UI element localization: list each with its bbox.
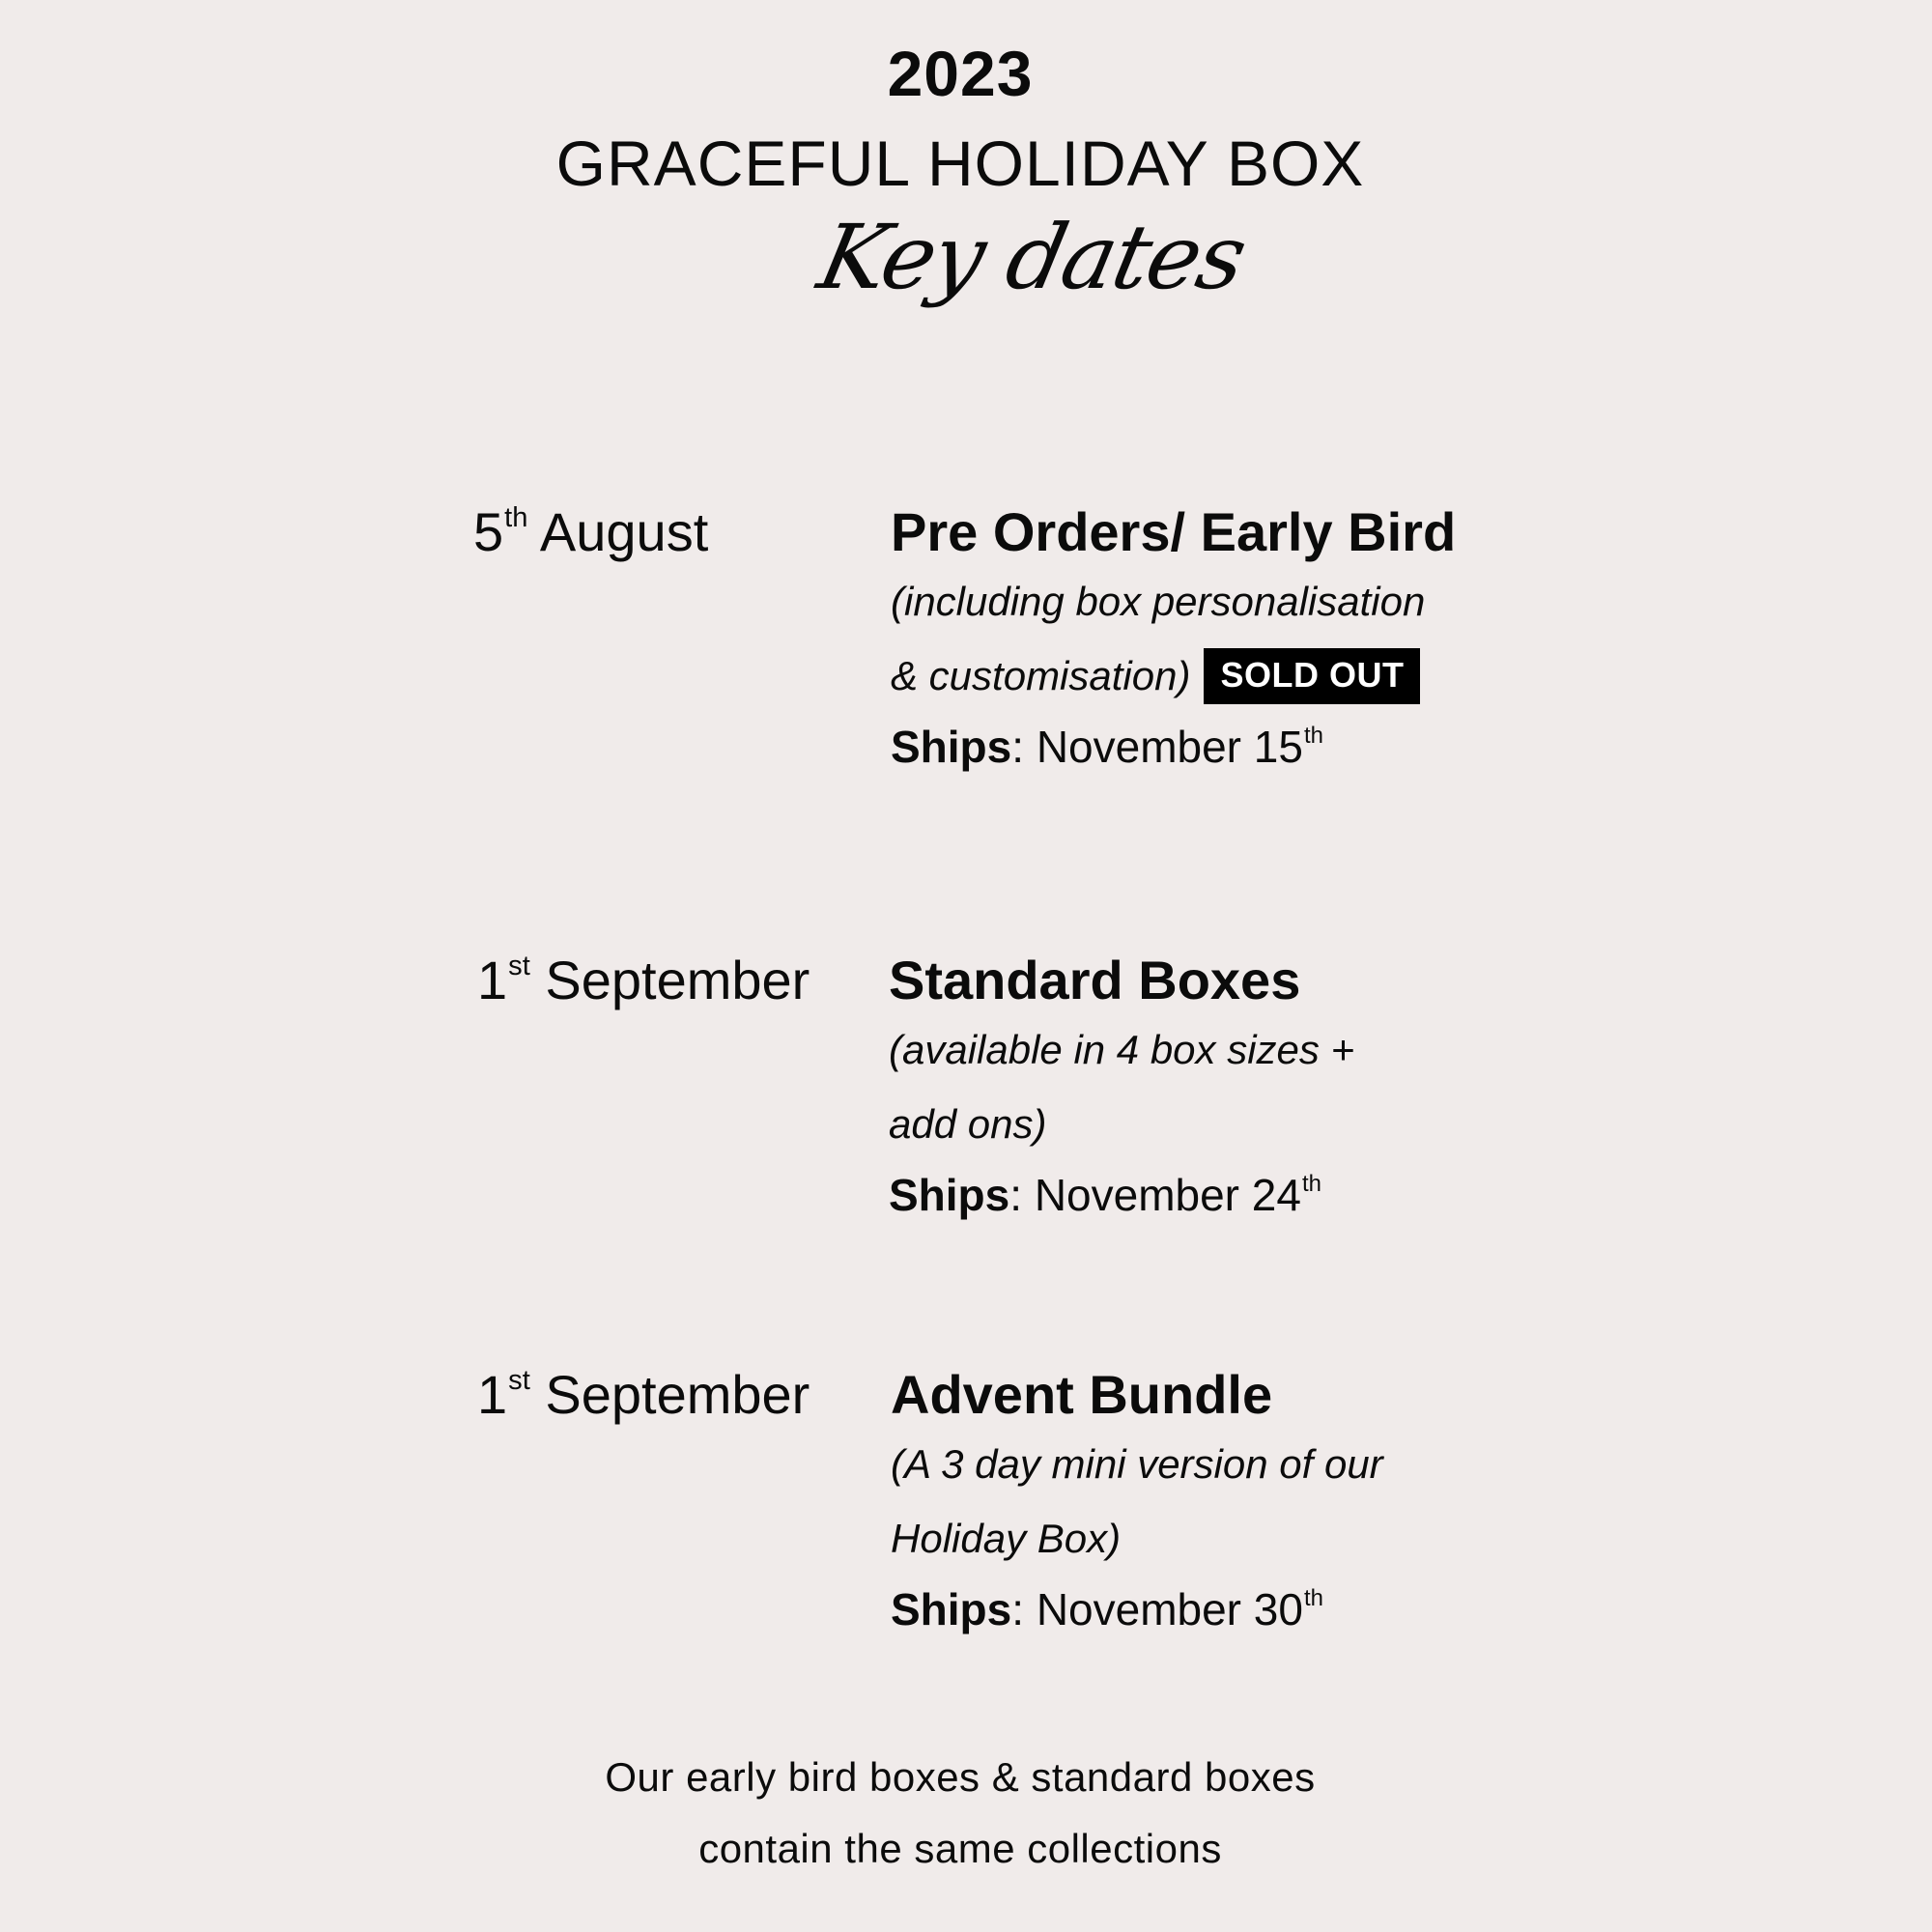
date-month: September (545, 950, 810, 1010)
description-line (891, 639, 1456, 713)
entry-advent-bundle (891, 1363, 1383, 1643)
year-heading: 2023 (887, 38, 1034, 109)
date-month: August (539, 501, 709, 562)
entry-title: Advent Bundle (891, 1364, 1273, 1425)
entry-title: Pre Orders/ Early Bird (891, 501, 1457, 562)
sold-out-badge: SOLD OUT (1204, 648, 1420, 704)
footer-line: contain the same collections (698, 1826, 1222, 1871)
ships-date-suffix: th (1301, 1170, 1321, 1197)
ships-date: November 30 (1036, 1584, 1303, 1634)
ships-date-suffix: th (1303, 1584, 1323, 1611)
date-day: 1 (477, 1364, 508, 1425)
date-suffix: th (504, 502, 528, 534)
entry-date (477, 1363, 810, 1427)
date-month: September (545, 1364, 810, 1425)
ships-date: November 15 (1036, 722, 1303, 772)
entry-description (891, 1427, 1383, 1576)
date-suffix: st (508, 951, 530, 982)
description-line-text: & customisation) (891, 653, 1191, 698)
page-title: GRACEFUL HOLIDAY BOX (555, 128, 1365, 199)
date-day: 1 (477, 950, 508, 1010)
entry-description (891, 564, 1456, 713)
entry-date (477, 949, 810, 1012)
ships-date-suffix: th (1303, 722, 1323, 749)
entry-date (473, 500, 708, 564)
ships-line: Ships: November 15th (891, 722, 1323, 772)
ships-date: November 24 (1034, 1170, 1301, 1220)
entry-standard-boxes (889, 949, 1354, 1229)
date-day: 5 (473, 501, 504, 562)
key-dates-script-title: Key dates (810, 206, 1254, 309)
entry-title: Standard Boxes (889, 950, 1301, 1010)
ships-label: Ships (891, 722, 1012, 772)
ships-line: Ships: November 24th (889, 1170, 1321, 1220)
footer-note (0, 1742, 1920, 1885)
entry-description (889, 1012, 1354, 1161)
description-line: Holiday Box) (891, 1516, 1122, 1561)
entry-pre-orders (891, 500, 1456, 781)
description-line: (including box personalisation (891, 579, 1426, 624)
description-line: (A 3 day mini version of our (891, 1441, 1383, 1487)
ships-line: Ships: November 30th (891, 1584, 1323, 1634)
footer-line: Our early bird boxes & standard boxes (605, 1754, 1316, 1800)
description-line: (available in 4 box sizes + (889, 1027, 1355, 1072)
description-line: add ons) (889, 1101, 1047, 1147)
ships-label: Ships (889, 1170, 1010, 1220)
ships-label: Ships (891, 1584, 1012, 1634)
date-suffix: st (508, 1365, 530, 1397)
